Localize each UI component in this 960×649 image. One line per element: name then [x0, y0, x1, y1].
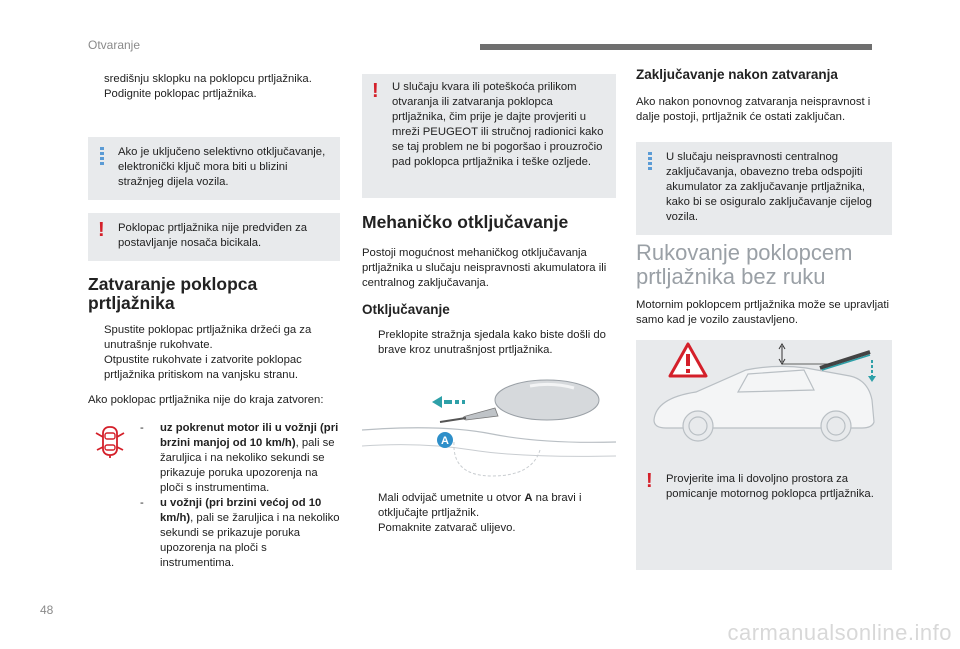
warning-box — [636, 464, 892, 512]
section-heading: Mehaničko otključavanje — [362, 212, 569, 232]
car-tailgate-figure — [636, 340, 892, 454]
warning-marker-icon: ! — [98, 219, 105, 241]
header-bar — [480, 44, 872, 50]
watermark: carmanualsonline.info — [727, 620, 952, 645]
section-heading: Zaključavanje nakon zatvaranja — [636, 67, 838, 82]
warning-marker-icon: ! — [372, 80, 379, 102]
subsection-heading: Otključavanje — [362, 302, 450, 317]
section-heading: Zatvaranje poklopca prtljažnika — [88, 274, 258, 313]
bullet-item: Preklopite stražnja sjedala kako biste došli do brave kroz unutrašnjost prtljažnika. — [378, 329, 606, 356]
intro-text: Postoji mogućnost mehaničkog otključavanja prtljažnika u slučaju neispravnosti akumulatora ili centralnog zaključavanja. — [362, 247, 607, 289]
info-text: U slučaju neispravnosti centralnog zaključavanja, obavezno treba odspojiti akumulator za zaključavanje prtljažnika, kako bi se osiguralo zaključavanje cijelog vozila. — [666, 151, 872, 223]
body-text: Motornim poklopcem prtljažnika može se upravljati samo kad je vozilo zaustavljeno. — [636, 299, 890, 326]
arrow-left-icon — [432, 396, 465, 408]
note-text: Ako poklopac prtljažnika nije do kraja zatvoren: — [88, 394, 324, 406]
door-open-warning-icon — [92, 423, 128, 459]
warning-box — [362, 74, 616, 198]
body-text: Ako nakon ponovnog zatvaranja neispravnost i dalje postoji, prtljažnik će ostati zaključan. — [636, 96, 871, 123]
warning-box — [88, 213, 340, 261]
bullet-item: Otpustite rukohvate i zatvorite poklopac prtljažnika pritiskom na vanjsku stranu. — [104, 354, 302, 381]
bullet-item: Pomaknite zatvarač ulijevo. — [378, 522, 516, 534]
dash-item: - uz pokrenut motor ili u vožnji (pri brzini manjoj od 10 km/h), pali se žaruljica i na nekoliko sekundi se prikazuje poruka upozorenja na ploči s instrumentima. — [140, 422, 339, 494]
bullet-item: Mali odvijač umetnite u otvor A na bravi i otključajte prtljažnik. — [378, 492, 582, 519]
info-marker-icon — [648, 152, 652, 172]
page-number: 48 — [40, 603, 54, 617]
car-tailgate-icon — [654, 366, 874, 441]
svg-text:A: A — [441, 435, 449, 447]
continued-text: središnju sklopku na poklopcu prtljažnika. — [104, 73, 312, 85]
lock-figure — [362, 372, 616, 480]
info-marker-icon — [100, 147, 104, 167]
dash-item: - u vožnji (pri brzini većoj od 10 km/h), pali se žaruljica i na nekoliko sekundi se prikazuje poruka upozorenja na ploči s instrumentima. — [140, 497, 340, 569]
info-box — [88, 137, 340, 200]
column-left — [88, 72, 340, 591]
warning-triangle-icon — [670, 344, 706, 376]
bullet-item: Spustite poklopac prtljažnika držeći ga za unutrašnje rukohvate. — [104, 324, 312, 351]
chapter-title: Rukovanje poklopcem prtljažnika bez ruku — [636, 240, 853, 289]
warning-text: Poklopac prtljažnika nije predviđen za postavljanje nosača bicikala. — [118, 222, 308, 249]
section-title: Otvaranje — [88, 38, 141, 52]
warning-text: U slučaju kvara ili poteškoća prilikom otvaranja ili zatvaranja poklopca prtljažnika, čim prije je dajte provjeriti u mreži PEUGEOT ili stručnoj radionici kako se taj problem ne bi pogoršao i prouzročio pad poklopca prtljažnika i teške ozljede. — [392, 81, 604, 168]
warning-text: Provjerite ima li dovoljno prostora za pomicanje motornog poklopca prtljažnika. — [666, 473, 874, 500]
info-text: Ako je uključeno selektivno otključavanje, elektronički ključ mora biti u blizini stražnjeg dijela vozila. — [118, 146, 326, 188]
bullet-item: Podignite poklopac prtljažnika. — [104, 88, 257, 100]
warning-marker-icon: ! — [646, 470, 653, 492]
column-middle — [362, 74, 616, 536]
info-box — [636, 142, 892, 235]
column-right — [636, 66, 892, 570]
figure-panel — [636, 340, 892, 570]
